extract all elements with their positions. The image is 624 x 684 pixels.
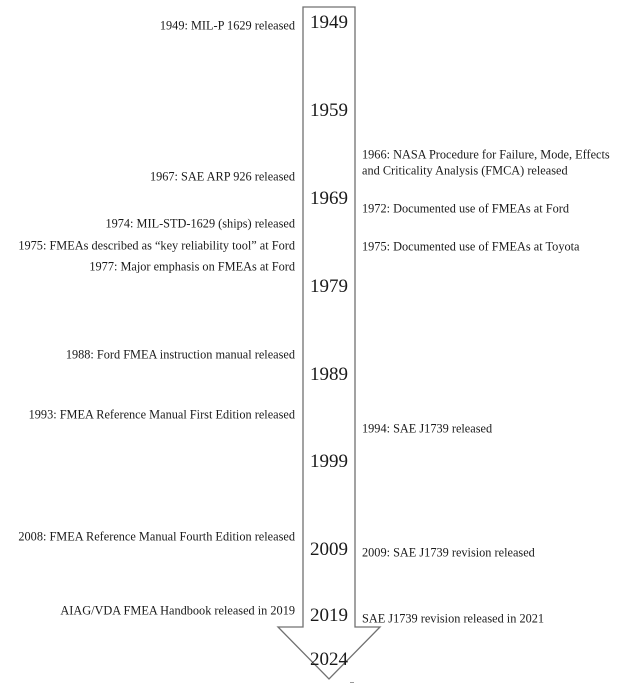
event-line: 1966: NASA Procedure for Failure, Mode, Effects <box>362 147 610 162</box>
event-line: 1972: Documented use of FMEAs at Ford <box>362 201 569 216</box>
event-label-right <box>362 611 544 627</box>
event-label-left: 1967: SAE ARP 926 released <box>149 169 295 184</box>
year-marker: 1979 <box>310 276 348 297</box>
year-marker: 1999 <box>310 451 348 472</box>
event-label-left: 1975: FMEAs described as “key reliability tool” at Ford <box>18 238 295 253</box>
event-line: SAE J1739 revision released in 2021 <box>362 611 545 626</box>
event-label-left: 1949: MIL-P 1629 released <box>159 18 295 33</box>
year-marker: 2009 <box>310 539 348 560</box>
year-marker: 1949 <box>310 12 348 33</box>
stray-mark <box>350 682 354 683</box>
event-label-left: 1988: Ford FMEA instruction manual released <box>65 347 295 362</box>
event-label-left: AIAG/VDA FMEA Handbook released in 2019 <box>60 603 295 618</box>
event-line: 1994: SAE J1739 released <box>362 421 493 436</box>
year-marker: 1989 <box>310 364 348 385</box>
event-label-left: 2008: FMEA Reference Manual Fourth Edition released <box>18 529 295 544</box>
event-label-left: 1977: Major emphasis on FMEAs at Ford <box>89 259 295 274</box>
event-label-left: 1993: FMEA Reference Manual First Edition released <box>28 407 295 422</box>
event-line: and Criticality Analysis (FMCA) released <box>362 163 568 177</box>
event-line: 2009: SAE J1739 revision released <box>362 545 535 560</box>
year-marker: 1969 <box>310 188 348 209</box>
event-label-right <box>362 421 492 437</box>
year-marker-end: 2024 <box>310 649 348 670</box>
event-label-right <box>362 201 569 217</box>
event-label-right <box>362 545 535 561</box>
year-marker: 2019 <box>310 605 348 626</box>
event-label-right <box>362 239 580 255</box>
year-marker: 1959 <box>310 100 348 121</box>
event-line: 1975: Documented use of FMEAs at Toyota <box>362 239 580 254</box>
event-label-right <box>362 148 610 179</box>
event-label-left: 1974: MIL-STD-1629 (ships) released <box>105 216 295 231</box>
